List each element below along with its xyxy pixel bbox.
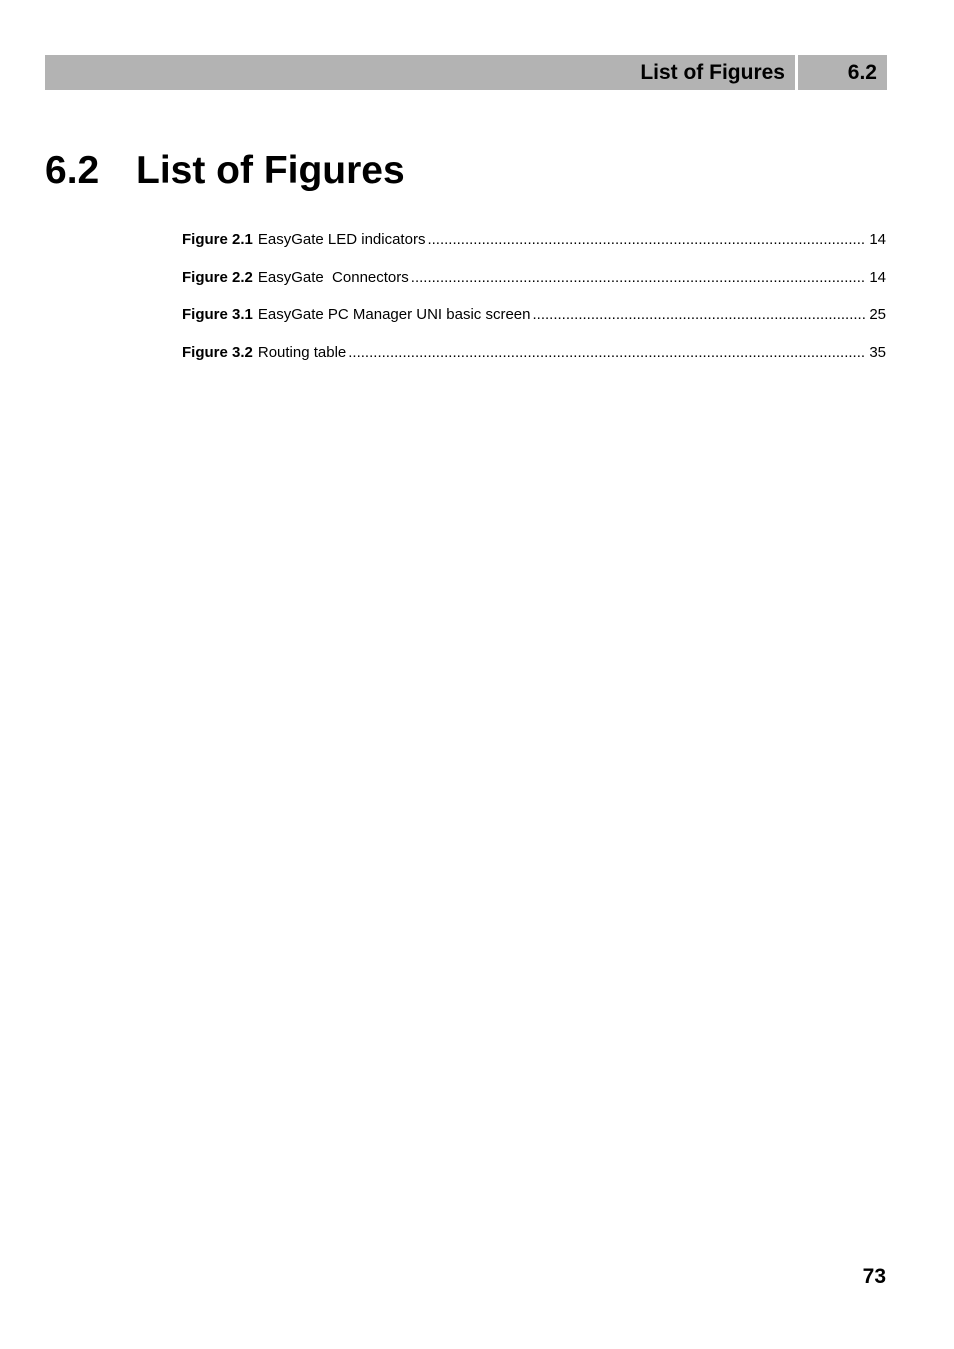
section-title: List of Figures [136, 149, 405, 192]
running-header-section: 6.2 [798, 55, 887, 90]
figure-label: Figure 2.1 [182, 231, 253, 248]
figure-page-number: 14 [869, 268, 886, 286]
figure-list [182, 230, 886, 381]
dot-leader [348, 343, 866, 363]
figure-label: Figure 3.2 [182, 344, 253, 362]
figure-entry[interactable] [182, 230, 886, 268]
figure-entry[interactable] [182, 305, 886, 343]
section-number: 6.2 [45, 149, 100, 192]
figure-title: EasyGate LED indicators [257, 231, 426, 248]
page-number: 73 [862, 1265, 886, 1288]
figure-title: EasyGate Connectors [257, 268, 409, 286]
figure-entry[interactable] [182, 343, 886, 381]
figure-page-number: 35 [869, 344, 886, 362]
figure-entry[interactable] [182, 268, 886, 306]
running-header [45, 55, 887, 90]
figure-label: Figure 2.2 [182, 268, 253, 286]
page-title [45, 148, 405, 194]
figure-title: EasyGate PC Manager UNI basic screen [257, 306, 531, 324]
figure-page-number: 14 [869, 231, 886, 248]
dot-leader [427, 230, 866, 250]
figure-title: Routing table [257, 344, 347, 362]
figure-page-number: 25 [869, 306, 886, 324]
dot-leader [411, 268, 867, 288]
dot-leader [532, 305, 866, 325]
figure-label: Figure 3.1 [182, 306, 253, 324]
running-header-title: List of Figures [45, 55, 795, 90]
